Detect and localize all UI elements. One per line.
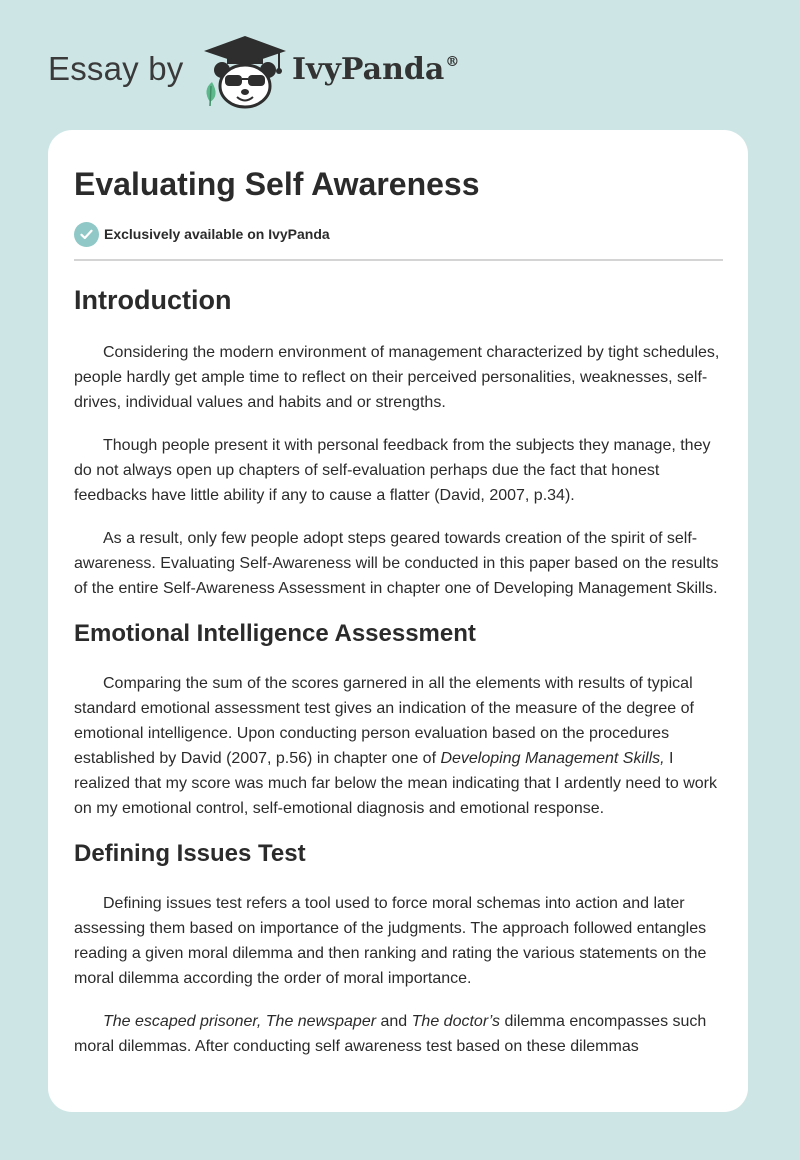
brand-name-text: IvyPanda (292, 52, 445, 87)
defining-text-2: dilemma encompasses such moral dilemmas. After conducting self awareness test based on these dilemmas (74, 1013, 707, 1055)
intro-paragraph-2: Though people present it with personal feedback from the subjects they manage, they do not always open up chapters of self-evaluation perhaps due the fact that honest feedbacks have little ability if any to cause a flatter (David, 2007, p.34). (74, 437, 711, 504)
book-title: Developing Management Skills, (440, 750, 665, 767)
dilemma-titles: The escaped prisoner, The newspaper (103, 1013, 377, 1030)
check-icon (74, 222, 99, 247)
emotional-paragraph (74, 671, 724, 821)
brand-name (292, 52, 459, 87)
heading-emotional-intelligence: Emotional Intelligence Assessment (74, 620, 476, 647)
emotional-text-1: Comparing the sum of the scores garnered in all the elements with results of typical standard emotional assessment test gives an indication of the measure of the degree of emotional intelligence. Upon conducting person evaluation based on the procedures established by David (2007, p.56) in chapter one of (74, 675, 694, 767)
brand-prefix: Essay by (48, 50, 184, 87)
registered-mark: ® (445, 54, 460, 70)
emotional-text-2: I realized that my score was much far below the mean indicating that I ardently need to work on my emotional control, self-emotional diagnosis and emotional response. (74, 750, 717, 817)
essay-card (48, 130, 748, 1112)
heading-introduction: Introduction (74, 285, 232, 315)
defining-paragraph-1: Defining issues test refers a tool used to force moral schemas into action and later assessing them based on importance of the judgments. The approach followed entangles reading a given moral dilemma and then ranking and rating the various statements on the moral dilemma according the order of moral importance. (74, 895, 707, 987)
doctor-dilemma-title: The doctor’s (411, 1013, 500, 1030)
intro-paragraph-3: As a result, only few people adopt steps geared towards creation of the spirit of self-awareness. Evaluating Self-Awareness will be conducted in this paper based on the results of the entire Self-Awareness Assessment in chapter one of Developing Management Skills. (74, 530, 719, 597)
heading-defining-issues: Defining Issues Test (74, 840, 306, 867)
intro-paragraph-1: Considering the modern environment of management characterized by tight schedules, people hardly get ample time to reflect on their perceived personalities, weaknesses, self-drives, individual values and habits and or strengths. (74, 344, 720, 411)
exclusive-badge (74, 221, 724, 247)
panda-logo-icon[interactable] (200, 34, 290, 110)
page-title: Evaluating Self Awareness (74, 166, 480, 202)
brand-header (48, 34, 488, 110)
divider (74, 259, 723, 261)
exclusive-label: Exclusively available on IvyPanda (104, 226, 330, 242)
essay-content (74, 162, 724, 1059)
defining-text-1: and (376, 1013, 412, 1030)
defining-paragraph-2 (74, 1009, 724, 1059)
